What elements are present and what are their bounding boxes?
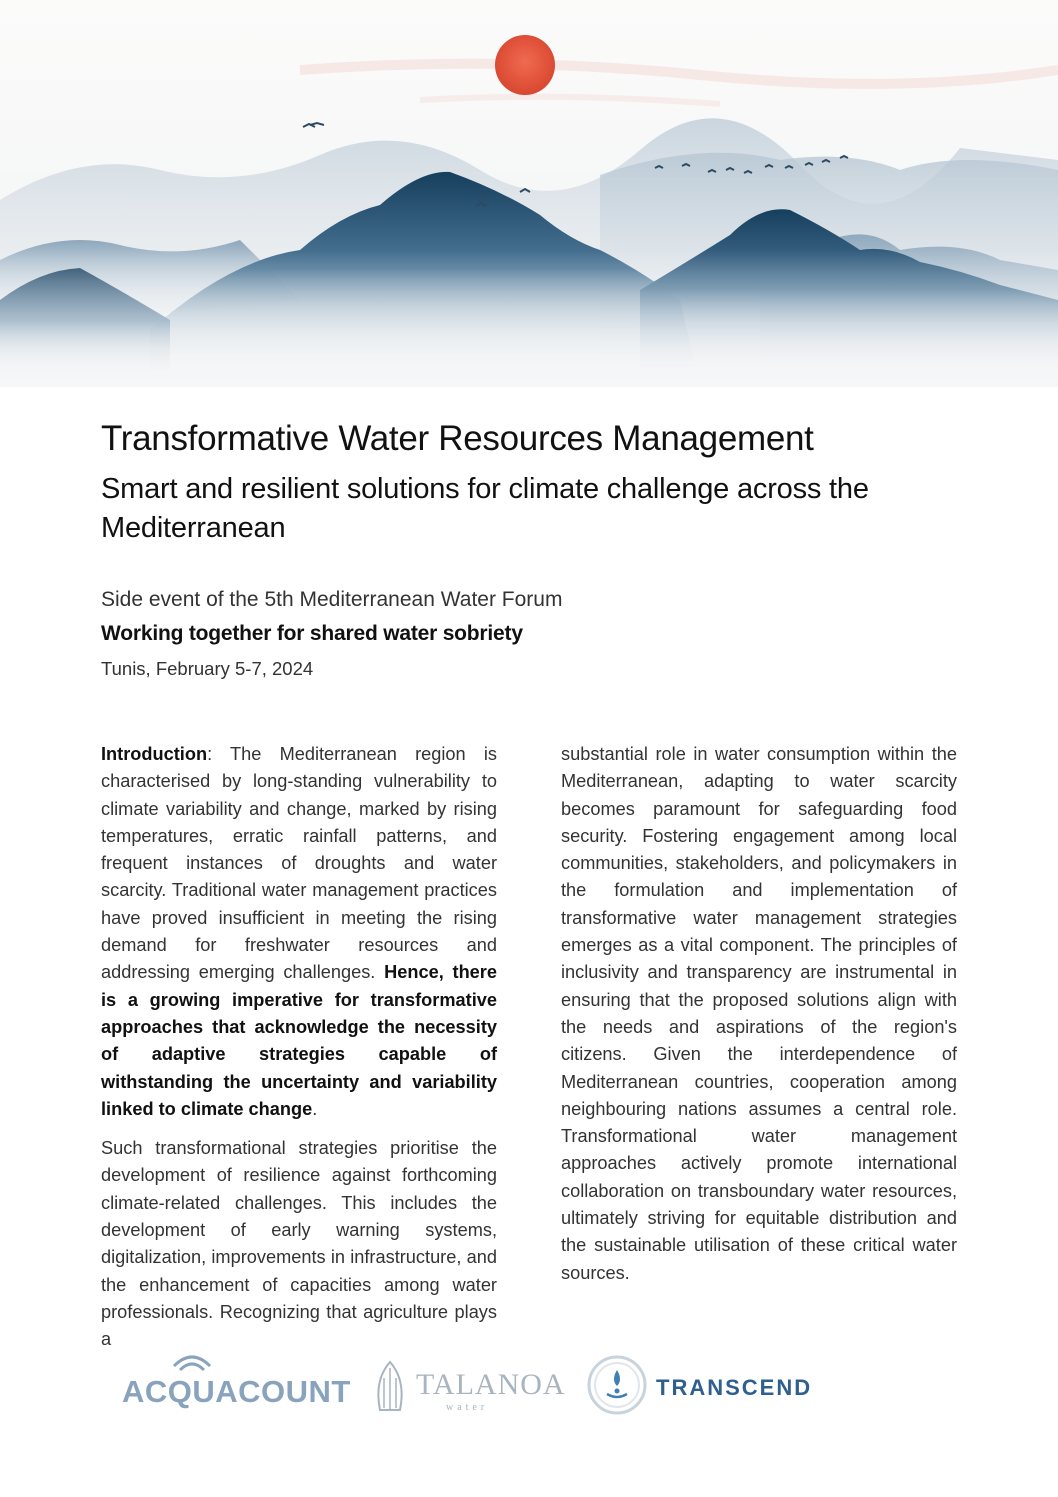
side-event-label: Side event of the 5th Mediterranean Water Forum [101,588,563,611]
text-column-left [101,741,497,1366]
intro-text: : The Mediterranean region is characterised by long-standing vulnerability to climate variability and change, marked by rising temperatures, erratic rainfall patterns, and frequent instances of droughts and water scarcity. Traditional water management practices have proved insufficient in meeting the rising demand for freshwater resources and addressing emerging challenges. [101,744,497,983]
intro-label: Introduction [101,744,208,764]
talanoa-wordmark: TALANOA [416,1368,566,1401]
strategies-paragraph: Such transformational strategies prioritise the development of resilience against forthcoming climate-related challenges. This includes the development of early warning systems, digitalization, improvements in infrastructure, and the enhancement of capacities among water professionals. Recognizing that agriculture plays a [101,1138,497,1350]
hero-landscape-illustration [0,0,1058,387]
sun-icon [495,35,555,95]
strategies-paragraph-continued: substantial role in water consumption within the Mediterranean, adapting to water scarcity becomes paramount for safeguarding food security. Fostering engagement among local communities, stakeholders, and policymakers in the formulation and implementation of transformative water management strategies emerges as a vital component. The principles of inclusivity and transparency are instrumental in ensuring that the proposed solutions align with the needs and aspirations of the region's citizens. Given the interdependence of Mediterranean countries, cooperation among neighbouring nations assumes a central role. Transformational water management approaches actively promote international collaboration on transboundary water resources, ultimately striving for equitable distribution and the sustainable utilisation of these critical water sources. [561,744,957,1283]
partner-logos [110,1350,830,1422]
page-title: Transformative Water Resources Management [101,419,814,458]
event-motto: Working together for shared water sobriety [101,622,523,645]
intro-emphasis: Hence, there is a growing imperative for transformative approaches that acknowledge the necessity of adaptive strategies capable of withstanding the uncertainty and variability linked to climate change [101,962,497,1119]
mountain-painting [0,0,1058,387]
acquacount-logo [122,1350,351,1422]
acquacount-wordmark: ACQUACOUNT [122,1374,351,1409]
talanoa-logo [370,1350,566,1422]
text-column-right [561,741,957,1299]
page-subtitle: Smart and resilient solutions for climate challenge across the Mediterranean [101,473,869,544]
intro-paragraph [101,741,497,1123]
transcend-wordmark: TRANSCEND [656,1375,813,1400]
transcend-logo [586,1350,826,1422]
droplet-circle-icon [586,1354,648,1416]
shell-icon [370,1358,410,1418]
intro-end: . [312,1098,318,1119]
talanoa-tagline: water [446,1402,489,1413]
event-place-date: Tunis, February 5-7, 2024 [101,658,314,679]
